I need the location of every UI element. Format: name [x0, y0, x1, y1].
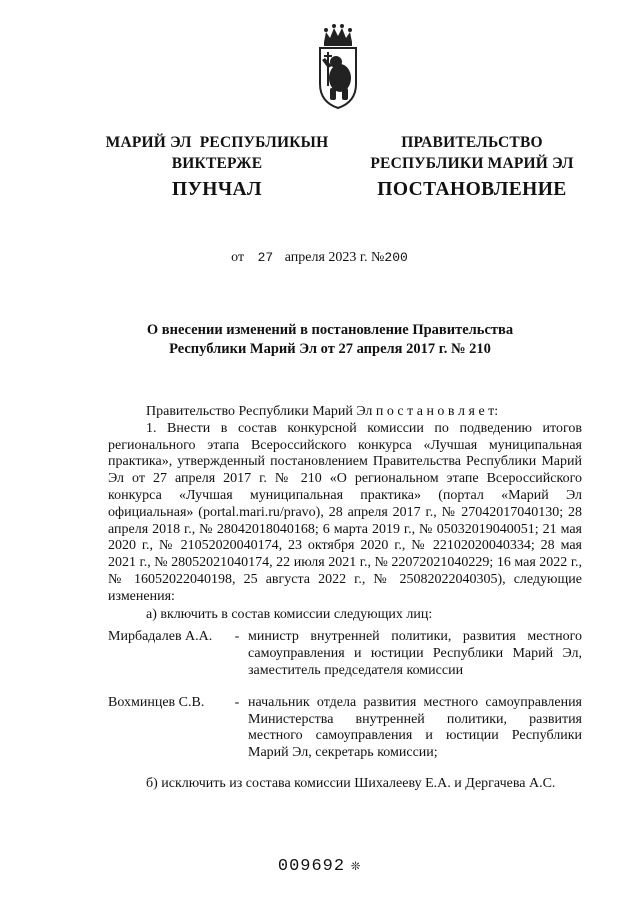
serial-number: 009692 [277, 857, 346, 876]
member-position: министр внутренней политики, развития местного самоуправления и юстиции Республики Марий Эл, заместитель председателя комиссии [248, 629, 582, 678]
member-row [108, 629, 582, 679]
form-serial-stamp [0, 856, 639, 876]
coat-of-arms-icon [302, 16, 374, 112]
item-1: 1. Внести в состав конкурсной комиссии по подведению итогов регионального этапа Всероссийского конкурса «Лучшая муниципальная практика», утвержденный постановлением Правительства Республики Марий Эл от 27 апреля 2017 г. № 210 «О региональном этапе Всероссийского конкурса «Лучшая муниципальная практика» (портал «Марий Эл официальная» (portal.mari.ru/pravo), 28 апреля 2017 г., № 27042017040130; 28 апреля 2018 г., № 28042018040168; 6 марта 2019 г., № 05032019040051; 21 мая 2020 г., № 21052020040174, 23 октября 2020 г., № 22102020040334; 28 мая 2021 г., № 28052021040174, 22 июля 2021 г., № 22072021040229; 16 мая 2022 г., № 16052022040198, 25 августа 2022 г., № 25082022040305), следующие изменения: [108, 420, 582, 604]
document-title [120, 321, 540, 359]
member-row [108, 695, 582, 762]
header-left-line2: ВИКТЕРЖЕ [171, 155, 263, 172]
document-body [108, 404, 582, 793]
header-right [350, 132, 594, 174]
doc-type-russian: ПОСТАНОВЛЕНИЕ [377, 179, 567, 200]
member-dash: - [234, 694, 240, 710]
member-name: Вохминцев С.В. [108, 694, 205, 710]
header-left [92, 132, 342, 174]
date-month-year: апреля 2023 г. № [284, 250, 385, 265]
title-line1: О внесении изменений в постановление Правительства [146, 322, 514, 338]
member-list [108, 629, 582, 762]
doc-type-mari: ПУНЧАЛ [172, 179, 262, 200]
date-day: 27 [257, 250, 274, 265]
sub-item-a: а) включить в состав комиссии следующих лиц: [146, 606, 433, 622]
header-right-line2: РЕСПУБЛИКИ МАРИЙ ЭЛ [370, 155, 574, 172]
header-left-line1: МАРИЙ ЭЛ РЕСПУБЛИКЫН [105, 134, 329, 151]
stamp-mark-icon: ❊ [351, 858, 362, 875]
title-line2: Республики Марий Эл от 27 апреля 2017 г. № 210 [169, 341, 491, 357]
member-dash: - [234, 629, 240, 645]
header-right-line1: ПРАВИТЕЛЬСТВО [401, 134, 543, 151]
member-position: начальник отдела развития местного самоуправления Министерства внутренней политики, развития местного самоуправления и юстиции Республики Марий Эл, секретарь комиссии; [248, 694, 582, 761]
date-line [0, 250, 639, 266]
document-number: 200 [384, 250, 408, 265]
preamble: Правительство Республики Марий Эл п о с т а н о в л я е т: [146, 404, 499, 419]
member-name: Мирбадалев А.А. [108, 629, 213, 645]
date-prefix: от [231, 250, 245, 265]
sub-item-b: б) исключить из состава комиссии Шихалееву Е.А. и Дергачева А.С. [146, 775, 556, 791]
